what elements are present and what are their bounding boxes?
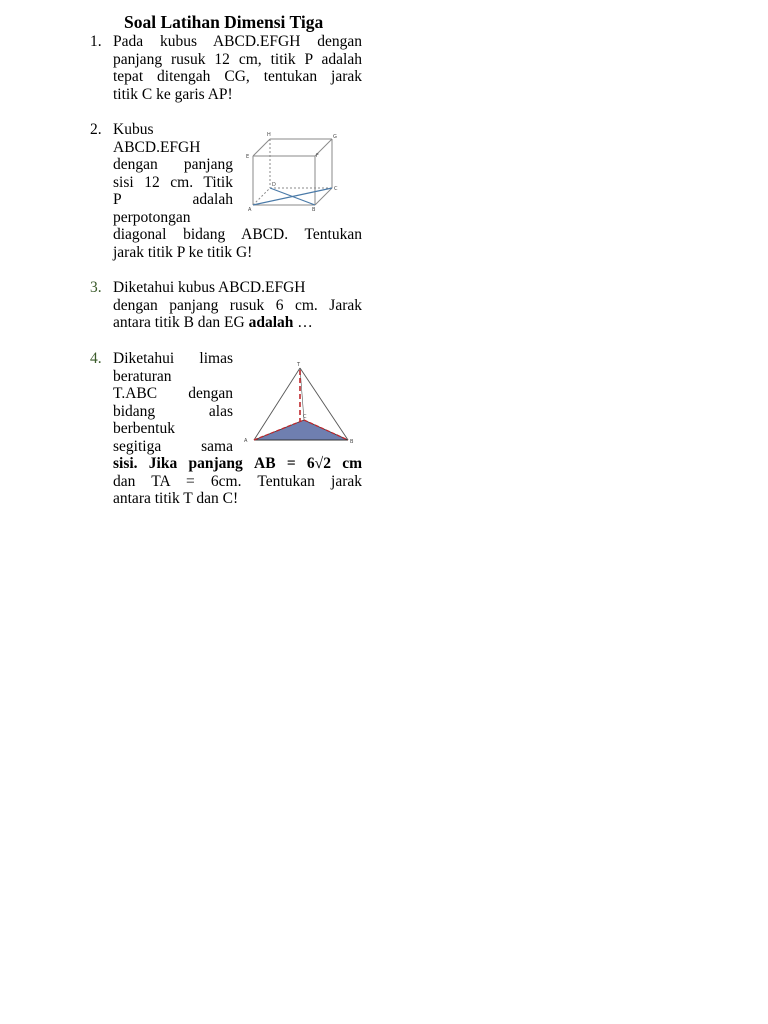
question-4-line: T.ABC dengan [113, 385, 233, 402]
vertex-label-b: B [350, 439, 354, 445]
question-2-line: P adalah [113, 191, 233, 208]
question-4-line: bidang alas [113, 402, 233, 420]
question-2-line: Kubus [113, 121, 154, 138]
page-title: Soal Latihan Dimensi Tiga [124, 12, 324, 32]
question-2-line: jarak titik P ke titik G! [113, 243, 253, 261]
question-4-bold-part: sisi. Jika panjang [113, 455, 243, 472]
question-2-text [113, 226, 362, 261]
question-4-line: antara titik T dan C! [113, 490, 239, 507]
question-2-line: diagonal bidang ABCD. Tentukan [113, 226, 362, 243]
question-3-line: antara titik B dan EG [113, 314, 245, 331]
question-4-bold-part: AB = 6√2 cm [254, 455, 362, 472]
pyramid-diagram [240, 358, 360, 446]
question-2-line: sisi 12 cm. Titik [113, 173, 233, 191]
vertex-label-c: C [303, 414, 307, 420]
question-4-line: Diketahui limas [113, 350, 233, 367]
cube-base-diagonal [270, 188, 315, 205]
vertex-label-a: A [244, 438, 248, 444]
question-3-ellipsis: … [293, 314, 313, 331]
question-1-line: tepat ditengah CG, tentukan jarak [113, 68, 362, 85]
cube-diagram [243, 128, 343, 216]
question-4-line: segitiga sama [113, 437, 233, 455]
vertex-label-b: B [312, 207, 316, 213]
question-2-side-text [113, 121, 233, 226]
vertex-label-g: G [333, 134, 337, 140]
question-2-line: dengan panjang [113, 156, 233, 173]
question-4-line: dan TA = 6cm. Tentukan jarak [113, 472, 362, 490]
question-3-text [113, 279, 362, 332]
question-2-line: perpotongan [113, 208, 191, 226]
question-3-number: 3. [90, 279, 102, 296]
question-3-line: Diketahui kubus ABCD.EFGH [113, 279, 306, 296]
vertex-label-t: T [297, 362, 301, 368]
vertex-label-f: F [316, 153, 319, 159]
question-4-bold-line [113, 455, 362, 473]
question-4-side-text [113, 350, 233, 455]
vertex-label-h: H [267, 132, 271, 138]
question-1-line: titik C ke garis AP! [113, 85, 233, 103]
pyramid-base [254, 420, 348, 440]
question-3-line: dengan panjang rusuk 6 cm. Jarak [113, 296, 362, 314]
cube-edge [253, 139, 270, 156]
vertex-label-d: D [272, 182, 276, 188]
question-3-last-line [113, 314, 362, 332]
vertex-label-a: A [248, 207, 252, 213]
question-1-line: Pada kubus ABCD.EFGH dengan [113, 33, 362, 50]
question-1-text [113, 33, 362, 103]
question-4-line: berbentuk [113, 420, 175, 437]
question-4-text [113, 455, 362, 508]
vertex-label-e: E [246, 154, 250, 160]
question-4-number: 4. [90, 350, 102, 367]
vertex-label-c: C [334, 186, 338, 192]
question-1-number: 1. [90, 33, 102, 50]
question-3-bold-word: adalah [248, 314, 294, 331]
question-2-number: 2. [90, 121, 102, 138]
question-4-line: beraturan [113, 367, 172, 385]
question-2-line: ABCD.EFGH [113, 138, 201, 156]
question-1-line: panjang rusuk 12 cm, titik P adalah [113, 50, 362, 68]
